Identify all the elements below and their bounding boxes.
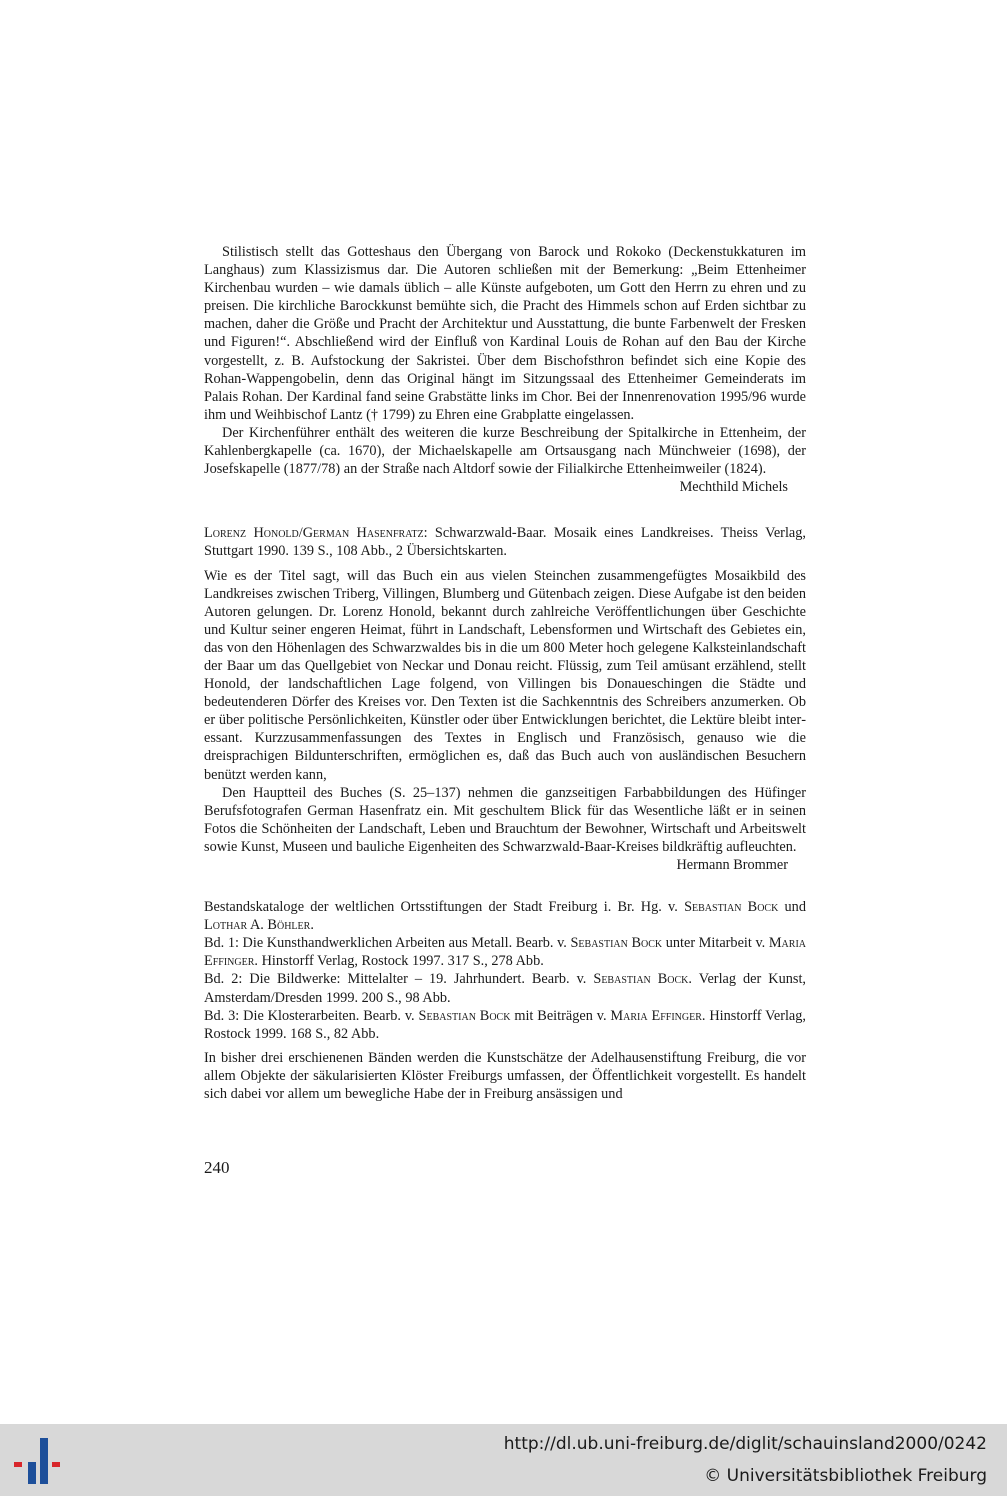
review-paragraph-text: Der Kirchenführer enthält des weiteren die kurze Beschreibung der Spitalkirche in Ettenheim, der Kahlenbergkapelle (ca. 1670), der Michaelskapelle am Ortsausgang nach Münchweier (1698), der Josefskapelle (1877/78) an der Straße nach Altdorf sowie der Filialkirche Ettenheimweiler (1824).: [204, 424, 806, 478]
book-citation: [204, 898, 806, 934]
book-title: : Schwarzwald-Baar. Mosaik eines Landkreises. Theiss Verlag, Stuttgart 1990. 139 S., 108 Abb., 2 Übersichtskarten.: [204, 525, 806, 560]
editor-name: Sebastian Bock: [684, 899, 779, 916]
page-text: [204, 243, 806, 1103]
citation-text: Bd. 3: Die Klosterarbeiten. Bearb. v.: [204, 1007, 419, 1024]
citation-text: . Hinstorff Verlag, Rostock 1997. 317 S., 278 Abb.: [254, 953, 544, 970]
editor-name: Maria Effinger: [610, 1007, 702, 1024]
editor-name: Sebastian Bock: [418, 1007, 511, 1024]
citation-text: . Hinstorff Verlag, Rostock 1999. 168 S., 82 Abb.: [204, 1007, 806, 1042]
citation-text: unter Mitarbeit v.: [662, 935, 769, 952]
review-paragraph: Wie es der Titel sagt, will das Buch ein aus vielen Steinchen zusammengefügtes Mosaikbild des Landkreises zwischen Triberg, Villingen, Blumberg und Gütenbach zeigen. Diese Aufgabe ist den beiden Autoren gelungen. Dr. Lorenz Honold, bekannt durch zahlreiche Veröffentlichungen über Geschichte und Kultur seiner engeren Heimat, führt in Landschaft, Lebensformen und Wirtschaft des Gebietes ein, das von den Höhenlagen des Schwarzwaldes bis in die um 800 Meter hoch gelegene Kalksteinlandschaft der Baar um das Quellgebiet von Neckar und Donau reicht. Flüssig, zum Teil amüsant erzählend, stellt Honold, der landschaftlichen Lage folgend, von Villingen bis Donaueschingen die Städte und bedeutenderen Dörfer des Kreises vor. Den Texten ist die Sachkenntnis des Schreibers anzumerken. Ob er über politische Persönlichkeiten, Künstler oder über Entwicklungen berichtet, die Lektüre bleibt interessant. Kurzzusammenfassungen des Textes in Englisch und Französisch, genauso wie die dreisprachigen Bildunterschriften, ermöglichen es, daß das Buch auch von ausländischen Besuchern benützt werden kann,: [204, 567, 806, 783]
review-paragraph-text: Den Hauptteil des Buches (S. 25–137) nehmen die ganzseitigen Farbabbildungen des Hüfinger Berufsfotografen German Hasenfratz ein. Mit geschultem Blick für das Wesentliche läßt er in seinen Fotos die Schönheiten der Landschaft, Leben und Brauchtum der Bewohner, Wirtschaft und Arbeitswelt sowie Kunst, Museen und bauliche Eigenheiten des Schwarzwald-Baar-Kreises bildkräftig aufleuchten.: [204, 784, 806, 855]
citation-text: Bestandskataloge der weltlichen Ortsstiftungen der Stadt Freiburg i. Br. Hg. v.: [204, 899, 685, 916]
book-authors: Lorenz Honold/German Hasenfratz: [204, 525, 424, 542]
volume-entry: [204, 1007, 806, 1043]
footer-bar: [0, 1424, 1007, 1496]
editor-name: Maria Effinger: [204, 935, 806, 970]
citation-text: Bd. 2: Die Bildwerke: Mittelalter – 19. Jahrhundert. Bearb. v.: [204, 971, 594, 988]
review-2: [204, 524, 806, 874]
logo-blue-bar-left: [28, 1462, 36, 1484]
citation-text: mit Beiträgen v.: [510, 1007, 611, 1024]
editor-name: Sebastian Bock: [593, 971, 689, 988]
editor-name: Lothar A. Böhler: [204, 917, 311, 934]
citation-text: Bd. 1: Die Kunsthandwerklichen Arbeiten aus Metall. Bearb. v.: [204, 935, 571, 952]
citation-text: .: [310, 917, 314, 934]
review-paragraph: Stilistisch stellt das Gotteshaus den Übergang von Barock und Rokoko (Deckenstukkaturen im Langhaus) zum Klassizismus dar. Die Autoren schließen mit der Bemerkung: „Beim Ettenheimer Kirchenbau wurden – wie damals üblich – alle Künste aufgeboten, um Gott den Herrn zu ehren und zu preisen. Die kirchliche Barockkunst bemühte sich, die Pracht des Himmels schon auf Erden sichtbar zu machen, daher die Größe und Pracht der Architektur und Ausstattung, die bunte Farbenwelt der Fresken und Figuren!“. Abschließend wird der Einfluß von Kardinal Louis de Rohan auf den Bau der Kirche vorgestellt, z. B. Aufstockung der Sakristei. Über dem Bischofsthron befindet sich eine Kopie des Rohan-Wappengobelin, denn das Original hängt im Sitzungssaal des Ettenheimer Gemeinderats im Palais Rohan. Der Kardinal fand seine Grabstätte links im Chor. Bei der Innenrenovation 1995/96 wurde ihm und Weihbischof Lantz († 1799) zu Ehren eine Grabplatte eingelassen.: [204, 244, 806, 423]
footer-url-link[interactable]: http://dl.ub.uni-freiburg.de/diglit/schauinsland2000/0242: [503, 1434, 987, 1454]
logo-red-block-right: [52, 1462, 60, 1467]
editor-name: Sebastian Bock: [570, 935, 663, 952]
citation-text: . Verlag der Kunst, Amsterdam/Dresden 1999. 200 S., 98 Abb.: [204, 971, 807, 1006]
review-author: Hermann Brommer: [676, 857, 788, 873]
ub-freiburg-logo-icon: [12, 1434, 64, 1486]
review-paragraph: In bisher drei erschienenen Bänden werden die Kunstschätze der Adelhausenstiftung Freiburg, die vor allem Objekte der säkularisierten Klöster Freiburgs umfassen, der Öffentlichkeit vorgestellt. Es handelt sich dabei vor allem um bewegliche Habe der in Freiburg ansässigen und: [204, 1049, 806, 1103]
review-3: [204, 898, 806, 1103]
logo-blue-bar-right: [40, 1438, 48, 1484]
volume-entry: [204, 970, 806, 1006]
footer-copyright: © Universitätsbibliothek Freiburg: [704, 1466, 987, 1486]
review-1: [204, 243, 806, 496]
page-number: 240: [204, 1158, 230, 1177]
review-paragraph: [204, 784, 806, 873]
book-citation: [204, 524, 806, 560]
volume-entry: [204, 934, 806, 970]
review-paragraph: [204, 424, 806, 496]
review-author: Mechthild Michels: [679, 479, 788, 496]
citation-text: und: [778, 899, 806, 916]
logo-red-block-left: [14, 1462, 22, 1467]
